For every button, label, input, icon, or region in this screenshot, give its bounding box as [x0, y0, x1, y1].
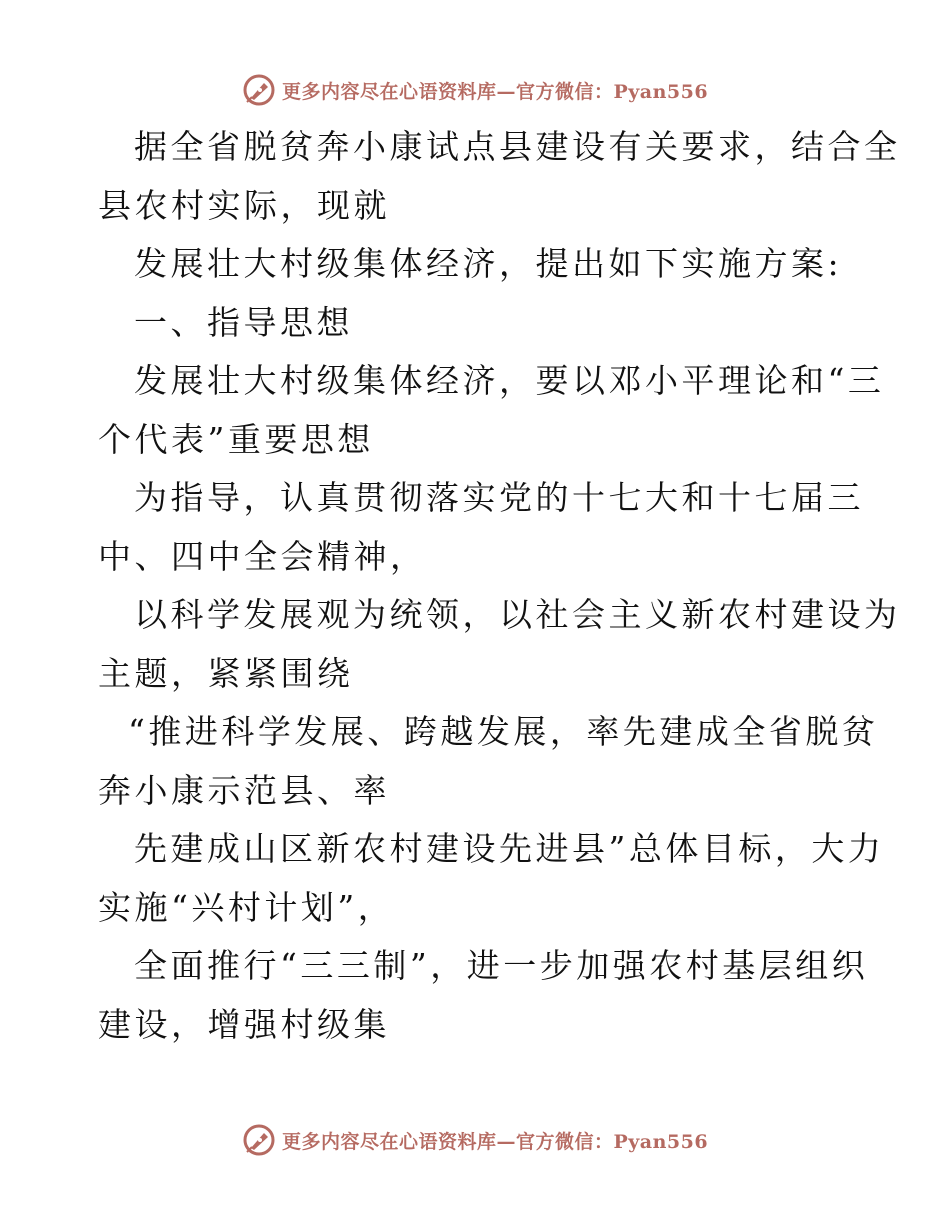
- paragraph-line: 主题，紧紧围绕: [98, 653, 354, 693]
- paragraph-line: 实施“兴村计划”，: [98, 887, 395, 927]
- paragraph-line: 据全省脱贫奔小康试点县建设有关要求，结合全: [134, 127, 901, 166]
- paragraph-line: 为指导，认真贯彻落实党的十七大和十七届三: [134, 478, 864, 517]
- paragraph-line: 建设，增强村级集: [98, 1004, 390, 1044]
- paragraph-line: “推进科学发展、跨越发展，率先建成全省脱贫: [128, 712, 879, 751]
- watermark-text: 更多内容尽在心语资料库—官方微信：Pyan556: [281, 80, 709, 103]
- footer-watermark: [0, 1122, 950, 1158]
- paragraph-line: 先建成山区新农村建设先进县”总体目标，大力: [134, 829, 885, 868]
- paragraph-line: 发展壮大村级集体经济，提出如下实施方案:: [134, 244, 843, 283]
- paragraph-line: 全面推行“三三制”，进一步加强农村基层组织: [134, 946, 869, 985]
- paragraph-line: 奔小康示范县、率: [98, 770, 390, 810]
- paragraph-line: 中、四中全会精神，: [98, 536, 427, 576]
- header-watermark: [0, 72, 950, 108]
- pen-nib-logo-icon: [242, 73, 276, 107]
- pen-nib-logo-icon: [242, 1123, 276, 1157]
- section-heading: 一、指导思想: [134, 302, 353, 342]
- paragraph-line: 发展壮大村级集体经济，要以邓小平理论和“三: [134, 361, 885, 400]
- paragraph-line: 以科学发展观为统领，以社会主义新农村建设为: [134, 595, 901, 634]
- document-body: [98, 118, 901, 1054]
- watermark-text: 更多内容尽在心语资料库—官方微信：Pyan556: [281, 1130, 709, 1153]
- paragraph-line: 县农村实际，现就: [98, 185, 390, 225]
- paragraph-line: 个代表”重要思想: [98, 419, 374, 459]
